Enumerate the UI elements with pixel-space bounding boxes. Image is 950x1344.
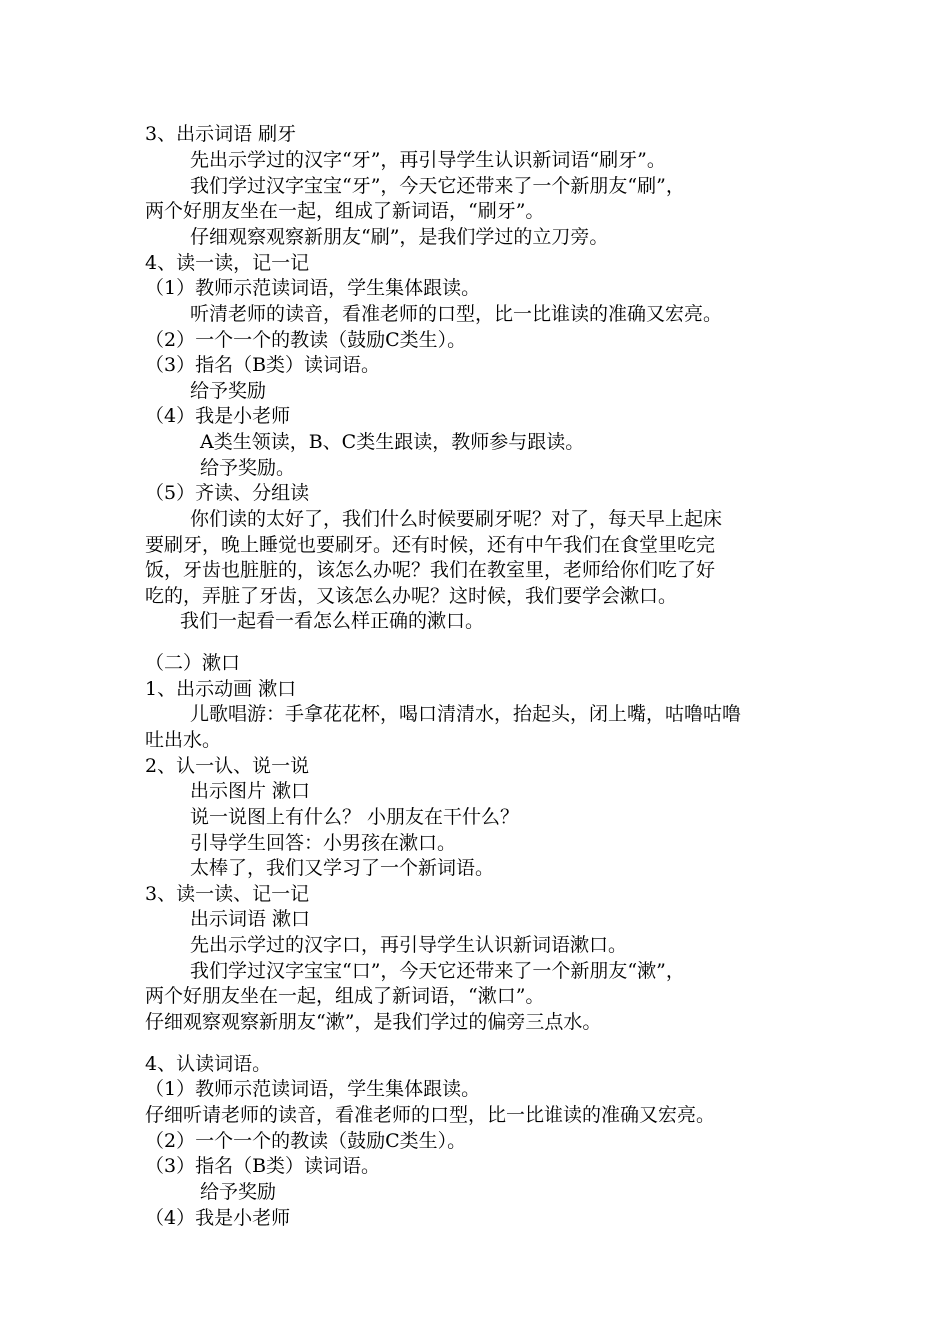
text-line: 4、读一读，记一记	[145, 252, 310, 274]
text-line: 3、出示词语 刷牙	[145, 123, 297, 145]
text-line: （3）指名（B类）读词语。	[145, 1155, 381, 1177]
text-line: （3）指名（B类）读词语。	[145, 354, 381, 376]
text-line: 2、认一认、说一说	[145, 755, 310, 777]
text-line: 1、出示动画 漱口	[145, 678, 297, 700]
text-line: 4、认读词语。	[145, 1053, 272, 1075]
text-line: 你们读的太好了，我们什么时候要刷牙呢？对了，每天早上起床	[190, 508, 723, 530]
text-line: 听清老师的读音，看准老师的口型，比一比谁读的准确又宏亮。	[190, 303, 723, 325]
text-line: 出示图片 漱口	[190, 780, 311, 802]
text-line: 仔细听请老师的读音，看准老师的口型，比一比谁读的准确又宏亮。	[145, 1104, 716, 1126]
text-line: 饭，牙齿也脏脏的，该怎么办呢？我们在教室里，老师给你们吃了好	[145, 559, 716, 581]
text-line: 两个好朋友坐在一起，组成了新词语，“漱口”。	[145, 985, 545, 1007]
text-line: 3、读一读、记一记	[145, 883, 310, 905]
text-line: 引导学生回答：小男孩在漱口。	[190, 832, 457, 854]
text-line: （5）齐读、分组读	[145, 482, 310, 504]
text-line: （4）我是小老师	[145, 405, 291, 427]
text-line: （2）一个一个的教读（鼓励C类生）。	[145, 329, 467, 351]
text-line: 我们一起看一看怎么样正确的漱口。	[180, 610, 485, 632]
text-line: 给予奖励	[200, 1181, 277, 1203]
text-line: 出示词语 漱口	[190, 908, 311, 930]
text-line: 先出示学过的汉字“牙”，再引导学生认识新词语“刷牙”。	[190, 149, 666, 171]
text-line: 太棒了，我们又学习了一个新词语。	[190, 857, 495, 879]
text-line: 我们学过汉字宝宝“牙”，今天它还带来了一个新朋友“刷”，	[190, 175, 685, 197]
text-line: 我们学过汉字宝宝“口”，今天它还带来了一个新朋友“漱”，	[190, 960, 685, 982]
text-line: 给予奖励	[190, 380, 267, 402]
text-line: 说一说图上有什么？ 小朋友在干什么？	[190, 806, 520, 828]
text-line: （4）我是小老师	[145, 1207, 291, 1229]
text-line: （1）教师示范读词语，学生集体跟读。	[145, 1078, 481, 1100]
text-line: 给予奖励。	[200, 457, 296, 479]
text-line: 先出示学过的汉字口，再引导学生认识新词语漱口。	[190, 934, 628, 956]
text-line: 仔细观察观察新朋友“刷”，是我们学过的立刀旁。	[190, 226, 609, 248]
text-line: 要刷牙，晚上睡觉也要刷牙。还有时候，还有中午我们在食堂里吃完	[145, 534, 716, 556]
text-line: 儿歌唱游：手拿花花杯，喝口清清水，抬起头，闭上嘴，咕噜咕噜	[190, 703, 742, 725]
text-line: 吃的，弄脏了牙齿，又该怎么办呢？这时候，我们要学会漱口。	[145, 585, 678, 607]
text-line: 两个好朋友坐在一起，组成了新词语，“刷牙”。	[145, 200, 545, 222]
text-line: （1）教师示范读词语，学生集体跟读。	[145, 277, 481, 299]
text-line: A类生领读，B、C类生跟读，教师参与跟读。	[200, 431, 585, 453]
text-line: （2）一个一个的教读（鼓励C类生）。	[145, 1130, 467, 1152]
text-line: 吐出水。	[145, 729, 222, 751]
text-line: （二）漱口	[145, 652, 241, 674]
text-line: 仔细观察观察新朋友“漱”，是我们学过的偏旁三点水。	[145, 1011, 602, 1033]
